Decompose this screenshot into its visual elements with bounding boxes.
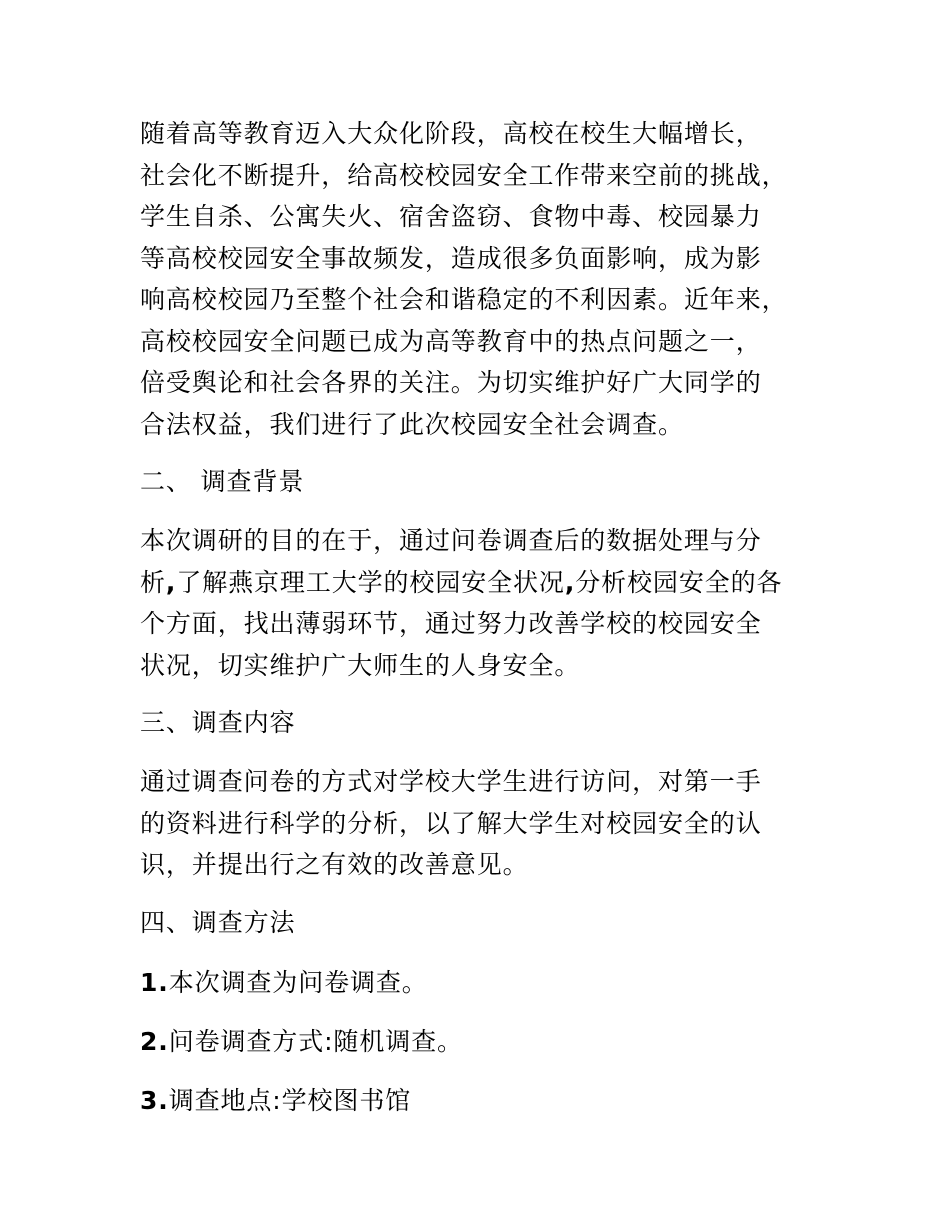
line-text: 分析校园安全的各 xyxy=(575,567,783,597)
paragraph-line: 随着高等教育迈入大众化阶段，高校在校生大幅增长， xyxy=(140,119,762,148)
item-number: 1. xyxy=(140,968,169,997)
content-paragraph xyxy=(140,761,820,886)
item-text: 问卷调查方式:随机调查。 xyxy=(168,1027,463,1056)
paragraph-line: 识，并提出行之有效的改善意见。 xyxy=(140,850,529,879)
intro-paragraph xyxy=(140,113,820,445)
paragraph-line: 的资料进行科学的分析，以了解大学生对校园安全的认 xyxy=(140,808,762,838)
section-heading-content: 三、调查内容 xyxy=(140,708,296,737)
paragraph-line: 学生自杀、公寓失火、宿舍盗窃、食物中毒、校园暴力 xyxy=(140,202,762,231)
paragraph-line: 等高校校园安全事故频发，造成很多负面影响，成为影 xyxy=(140,243,762,273)
paragraph-line: 高校校园安全问题已成为高等教育中的热点问题之一， xyxy=(140,326,762,356)
paragraph-line: 响高校校园乃至整个社会和谐稳定的不利因素。近年来， xyxy=(140,285,788,314)
comma: , xyxy=(165,567,177,597)
item-number: 3. xyxy=(140,1086,169,1115)
paragraph-line: 合法权益，我们进行了此次校园安全社会调查。 xyxy=(140,409,684,439)
paragraph-line: 社会化不断提升，给高校校园安全工作带来空前的挑战， xyxy=(140,160,788,190)
paragraph-line: 状况，切实维护广大师生的人身安全。 xyxy=(140,650,581,680)
list-item xyxy=(140,962,428,1004)
item-number: 2. xyxy=(140,1027,169,1056)
list-item xyxy=(140,1021,463,1063)
paragraph-line: 本次调研的目的在于，通过问卷调查后的数据处理与分 xyxy=(140,526,762,555)
list-item xyxy=(140,1080,411,1122)
section-heading-background: 二、 调查背景 xyxy=(140,467,305,496)
item-text: 调查地点:学校图书馆 xyxy=(168,1086,412,1115)
line-text: 了解燕京理工大学的校园安全状况 xyxy=(176,567,565,597)
paragraph-line xyxy=(140,562,820,604)
line-text: 析 xyxy=(140,567,166,597)
section-heading-method: 四、调查方法 xyxy=(140,908,296,937)
comma: , xyxy=(564,567,576,597)
paragraph-line: 个方面，找出薄弱环节，通过努力改善学校的校园安全 xyxy=(140,609,762,638)
item-text: 本次调查为问卷调查。 xyxy=(168,968,428,997)
paragraph-line: 通过调查问卷的方式对学校大学生进行访问，对第一手 xyxy=(140,767,762,796)
paragraph-line: 倍受舆论和社会各界的关注。为切实维护好广大同学的 xyxy=(140,368,762,397)
background-paragraph xyxy=(140,520,820,686)
